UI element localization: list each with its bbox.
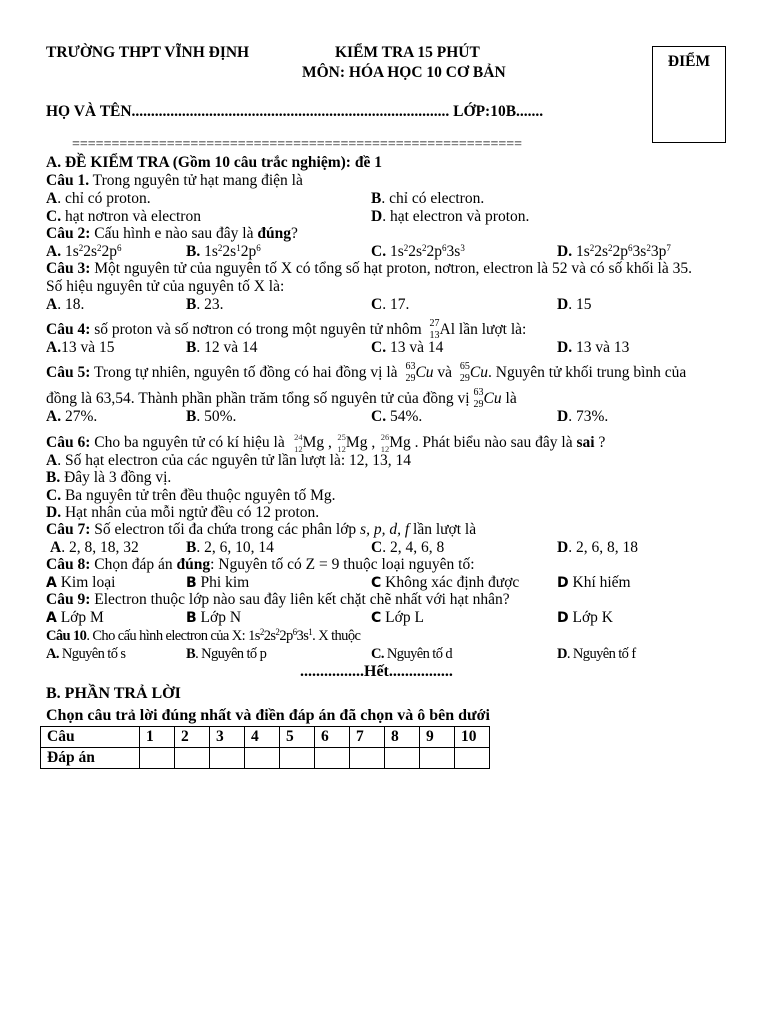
question-3: Câu 3: Một nguyên tử của nguyên tố X có tổng số hạt proton, nơtron, electron là 52 và có số khối là 35. xyxy=(46,260,692,277)
q2-option-c[interactable]: C. $1s^22s^22p^63s^3$ xyxy=(371,243,465,260)
section-b-title: B. PHẦN TRẢ LỜI xyxy=(46,685,181,702)
answer-cell-1[interactable] xyxy=(140,748,175,769)
answer-cell-8[interactable] xyxy=(385,748,420,769)
score-box[interactable] xyxy=(652,46,726,143)
question-5-line-2: đồng là 63,54. Thành phần phần trăm tổng số nguyên tử của đồng vị 63 29 Cu là xyxy=(46,387,517,410)
answer-table-answer-label: Đáp án xyxy=(41,748,140,769)
name-class-line[interactable]: HỌ VÀ TÊN.................................................................................. LỚP:10B....... xyxy=(46,103,544,120)
question-number-6: 6 xyxy=(315,727,350,748)
q5-option-a[interactable]: A. 27%. xyxy=(46,408,98,425)
q7-option-b[interactable]: B. 2, 6, 10, 14 xyxy=(186,539,274,556)
q9-option-c[interactable]: C Lớp L xyxy=(371,609,424,626)
answer-cell-4[interactable] xyxy=(245,748,280,769)
question-6: Câu 6: Cho ba nguyên tử có kí hiệu là 24 12 Mg , 25 12 Mg , 26 12 Mg . Phát biểu nào sau đây là sai ? xyxy=(46,432,606,454)
q6-option-d[interactable]: D. Hạt nhân của mỗi ngtử đều có 12 proton. xyxy=(46,504,320,521)
q5-option-b[interactable]: B. 50%. xyxy=(186,408,237,425)
q1-option-c[interactable]: C. hạt nơtron và electron xyxy=(46,208,201,225)
q4-option-a[interactable]: A.13 và 15 xyxy=(46,339,115,356)
q4-option-d[interactable]: D. 13 và 13 xyxy=(557,339,630,356)
answer-table xyxy=(40,726,490,769)
q8-option-c[interactable]: C Không xác định được xyxy=(371,574,520,591)
question-number-10: 10 xyxy=(455,727,490,748)
question-number-9: 9 xyxy=(420,727,455,748)
answer-cell-7[interactable] xyxy=(350,748,385,769)
answer-cell-5[interactable] xyxy=(280,748,315,769)
isotope-mg-25: 25 12 xyxy=(337,432,346,454)
q7-option-a[interactable]: A. 2, 8, 18, 32 xyxy=(50,539,139,556)
q4-option-c[interactable]: C. 13 và 14 xyxy=(371,339,444,356)
q2-option-b[interactable]: B. $1s^22s^12p^6$ xyxy=(186,243,261,260)
answer-instruction: Chọn câu trả lời đúng nhất và điền đáp án đã chọn và ô bên dưới xyxy=(46,707,490,724)
q8-option-b[interactable]: B Phi kim xyxy=(186,574,250,591)
answer-cell-9[interactable] xyxy=(420,748,455,769)
answer-table-question-label: Câu xyxy=(41,727,140,748)
question-4: Câu 4: số proton và số nơtron có trong một nguyên tử nhôm 27 13 Al lần lượt là: xyxy=(46,318,527,341)
isotope-cu-63-b: 63 29 xyxy=(473,387,484,410)
question-number-1: 1 xyxy=(140,727,175,748)
isotope-mg-24: 24 12 xyxy=(294,432,303,454)
school-name: TRƯỜNG THPT VĨNH ĐỊNH xyxy=(46,44,250,61)
test-title: KIỂM TRA 15 PHÚT xyxy=(335,44,480,61)
q8-option-a[interactable]: A Kim loại xyxy=(46,574,116,591)
q10-option-a[interactable]: A. Nguyên tố s xyxy=(46,646,126,662)
answer-cell-10[interactable] xyxy=(455,748,490,769)
isotope-cu-65: 65 29 xyxy=(459,361,470,384)
q5-option-d[interactable]: D. 73%. xyxy=(557,408,609,425)
question-1: Câu 1. Trong nguyên tử hạt mang điện là xyxy=(46,172,303,189)
q3-option-b[interactable]: B. 23. xyxy=(186,296,224,313)
question-9: Câu 9: Electron thuộc lớp nào sau đây liên kết chặt chẽ nhất với hạt nhân? xyxy=(46,591,510,608)
q8-option-d[interactable]: D Khí hiếm xyxy=(557,574,631,591)
q9-option-b[interactable]: B Lớp N xyxy=(186,609,242,626)
answer-cell-3[interactable] xyxy=(210,748,245,769)
q10-option-c[interactable]: C. Nguyên tố d xyxy=(371,646,453,662)
question-7: Câu 7: Số electron tối đa chứa trong các phân lớp s, p, d, f lần lượt là xyxy=(46,521,477,538)
q6-option-a[interactable]: A. Số hạt electron của các nguyên tử lần lượt là: 12, 13, 14 xyxy=(46,452,412,469)
q7-option-d[interactable]: D. 2, 6, 8, 18 xyxy=(557,539,638,556)
q3-option-c[interactable]: C. 17. xyxy=(371,296,410,313)
q2-option-d[interactable]: D. $1s^22s^22p^63s^23p^7$ xyxy=(557,243,671,260)
question-number-8: 8 xyxy=(385,727,420,748)
q9-option-d[interactable]: D Lớp K xyxy=(557,609,613,626)
answer-cell-6[interactable] xyxy=(315,748,350,769)
q5-option-c[interactable]: C. 54%. xyxy=(371,408,423,425)
answer-table-header-row xyxy=(41,727,490,748)
q10-option-b[interactable]: B. Nguyên tố p xyxy=(186,646,267,662)
score-label: ĐIỂM xyxy=(667,53,711,70)
question-5: Câu 5: Trong tự nhiên, nguyên tố đồng có hai đồng vị là 63 29 Cu và 65 29 Cu. Nguyên tử khối trung bình của xyxy=(46,361,687,384)
q4-option-b[interactable]: B. 12 và 14 xyxy=(186,339,258,356)
q3-option-d[interactable]: D. 15 xyxy=(557,296,592,313)
q3-option-a[interactable]: A. 18. xyxy=(46,296,85,313)
q6-option-c[interactable]: C. Ba nguyên tử trên đều thuộc nguyên tố Mg. xyxy=(46,487,336,504)
subject-title: MÔN: HÓA HỌC 10 CƠ BẢN xyxy=(302,64,506,81)
question-10: Câu 10. Cho cấu hình electron của X: $1s^22s^22p^63s^1$. X thuộc xyxy=(46,627,361,644)
q6-option-b[interactable]: B. Đây là 3 đồng vị. xyxy=(46,469,172,486)
end-mark: ................Hết................ xyxy=(300,663,453,680)
q9-option-a[interactable]: A Lớp M xyxy=(46,609,104,626)
q1-option-a[interactable]: A. chỉ có proton. xyxy=(46,190,151,207)
section-a-title: A. ĐỀ KIỂM TRA (Gồm 10 câu trắc nghiệm): đề 1 xyxy=(46,154,382,171)
question-2: Câu 2: Cấu hình e nào sau đây là đúng? xyxy=(46,225,298,242)
question-3-line-2: Số hiệu nguyên tử của nguyên tố X là: xyxy=(46,278,285,295)
question-number-2: 2 xyxy=(175,727,210,748)
separator: ========================================================= xyxy=(72,137,523,152)
q7-option-c[interactable]: C. 2, 4, 6, 8 xyxy=(371,539,445,556)
question-number-4: 4 xyxy=(245,727,280,748)
q1-option-b[interactable]: B. chỉ có electron. xyxy=(371,190,485,207)
q1-option-d[interactable]: D. hạt electron và proton. xyxy=(371,208,530,225)
answer-cell-2[interactable] xyxy=(175,748,210,769)
question-8: Câu 8: Chọn đáp án đúng: Nguyên tố có Z = 9 thuộc loại nguyên tố: xyxy=(46,556,475,573)
isotope-cu-63: 63 29 xyxy=(405,361,416,384)
q2-option-a[interactable]: A. $1s^22s^22p^6$ xyxy=(46,243,122,260)
answer-table-answer-row xyxy=(41,748,490,769)
isotope-al-27: 27 13 xyxy=(429,318,440,341)
q10-option-d[interactable]: D. Nguyên tố f xyxy=(557,646,636,662)
question-number-3: 3 xyxy=(210,727,245,748)
question-number-7: 7 xyxy=(350,727,385,748)
isotope-mg-26: 26 12 xyxy=(380,432,390,454)
question-number-5: 5 xyxy=(280,727,315,748)
